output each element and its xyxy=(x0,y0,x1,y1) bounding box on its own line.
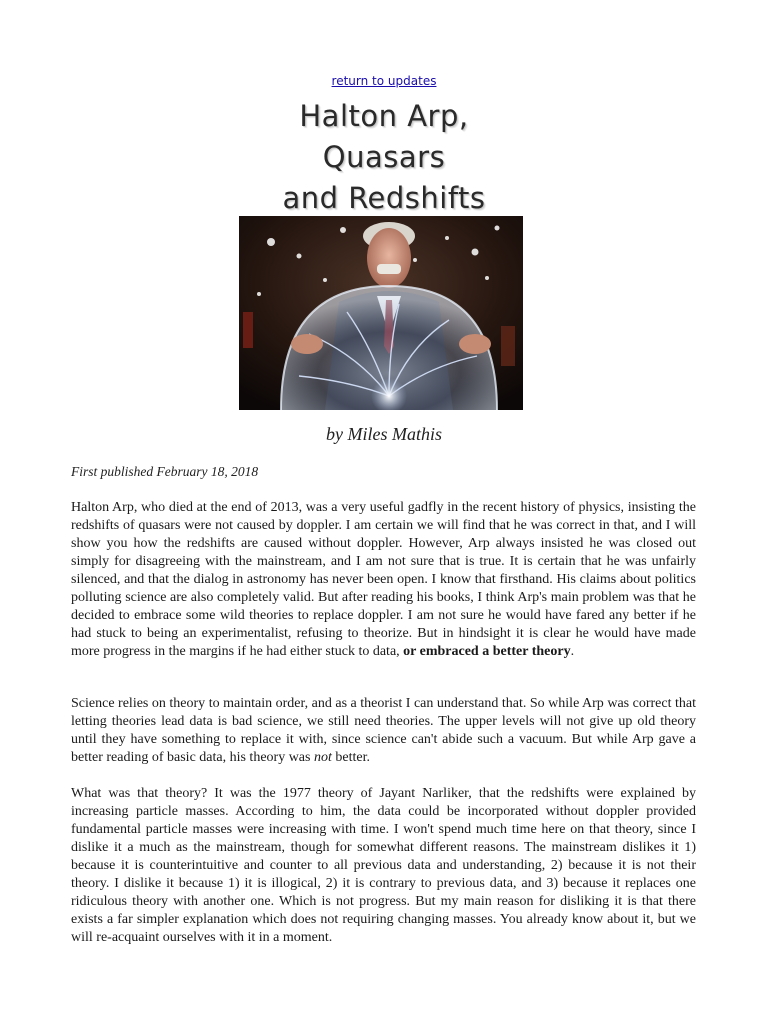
paragraph-1-end: . xyxy=(570,644,575,659)
title-line-3: and Redshifts xyxy=(282,181,486,215)
paragraph-1-text: Halton Arp, who died at the end of 2013, was a very useful gadfly in the recent history of physics, insisting the redshifts of quasars were not caused by doppler. I am certain we will find that he was correct in that, and I will show you how the redshifts are caused without doppler. However, Arp always insisted he was closed out simply for disagreeing with the mainstream, and I am not sure that is true. It is certain that he was unfairly silenced, and that the dialog in astronomy has never been open. I know that firsthand. His claims about politics polluting science are also completely valid. But after reading his books, I think Arp's main problem was that he decided to embrace some wild theories to replace doppler. I am not sure he would have fared any better if he had stuck to being an experimentalist, refusing to theorize. But in hindsight it is clear he would have made more progress in the margins if he had either stuck to data, xyxy=(71,500,696,659)
return-to-updates-link[interactable]: return to updates xyxy=(331,74,437,88)
byline: by Miles Mathis xyxy=(326,424,442,444)
halton-arp-plasma-globe-photo xyxy=(239,216,523,410)
paragraph-2-text: Science relies on theory to maintain order, and as a theorist I can understand that. So while Arp was correct that letting theories lead data is bad science, we still need theories. The upper levels will not give up old theory until they have something to replace it with, since science can't abide such a vacuum. But while Arp gave a better reading of basic data, his theory was xyxy=(71,696,696,765)
paragraph-3: What was that theory? It was the 1977 theory of Jayant Narliker, that the redshifts were explained by increasing particle masses. According to him, the data could be incorporated without doppler provided fundamental particle masses were increasing with time. I won't spend much time here on that theory, since I dislike it a much as the mainstream, though for somewhat different reasons. The mainstream dislikes it 1) because it is counterintuitive and counter to all previous data and understanding, 2) because it is not their theory. I dislike it because 1) it is illogical, 2) it is contrary to previous data, and 3) because it replaces one ridiculous theory with another one. Which is not progress. But my main reason for disliking it is that there exists a far simpler explanation which does not requiring changing masses. You already know about it, but we will re-acquaint ourselves with it in a moment. xyxy=(71,786,696,945)
paragraph-2-end: better. xyxy=(331,750,370,765)
article-title xyxy=(0,96,768,219)
title-line-2: Quasars xyxy=(322,140,446,174)
paragraph-1-bold-phrase: or embraced a better theory xyxy=(403,644,571,659)
paragraph-1 xyxy=(71,499,696,661)
paragraph-2 xyxy=(71,695,696,767)
title-line-1: Halton Arp, xyxy=(299,99,469,133)
paragraph-2-emphasis: not xyxy=(313,750,332,765)
publication-date: First published February 18, 2018 xyxy=(71,464,259,479)
